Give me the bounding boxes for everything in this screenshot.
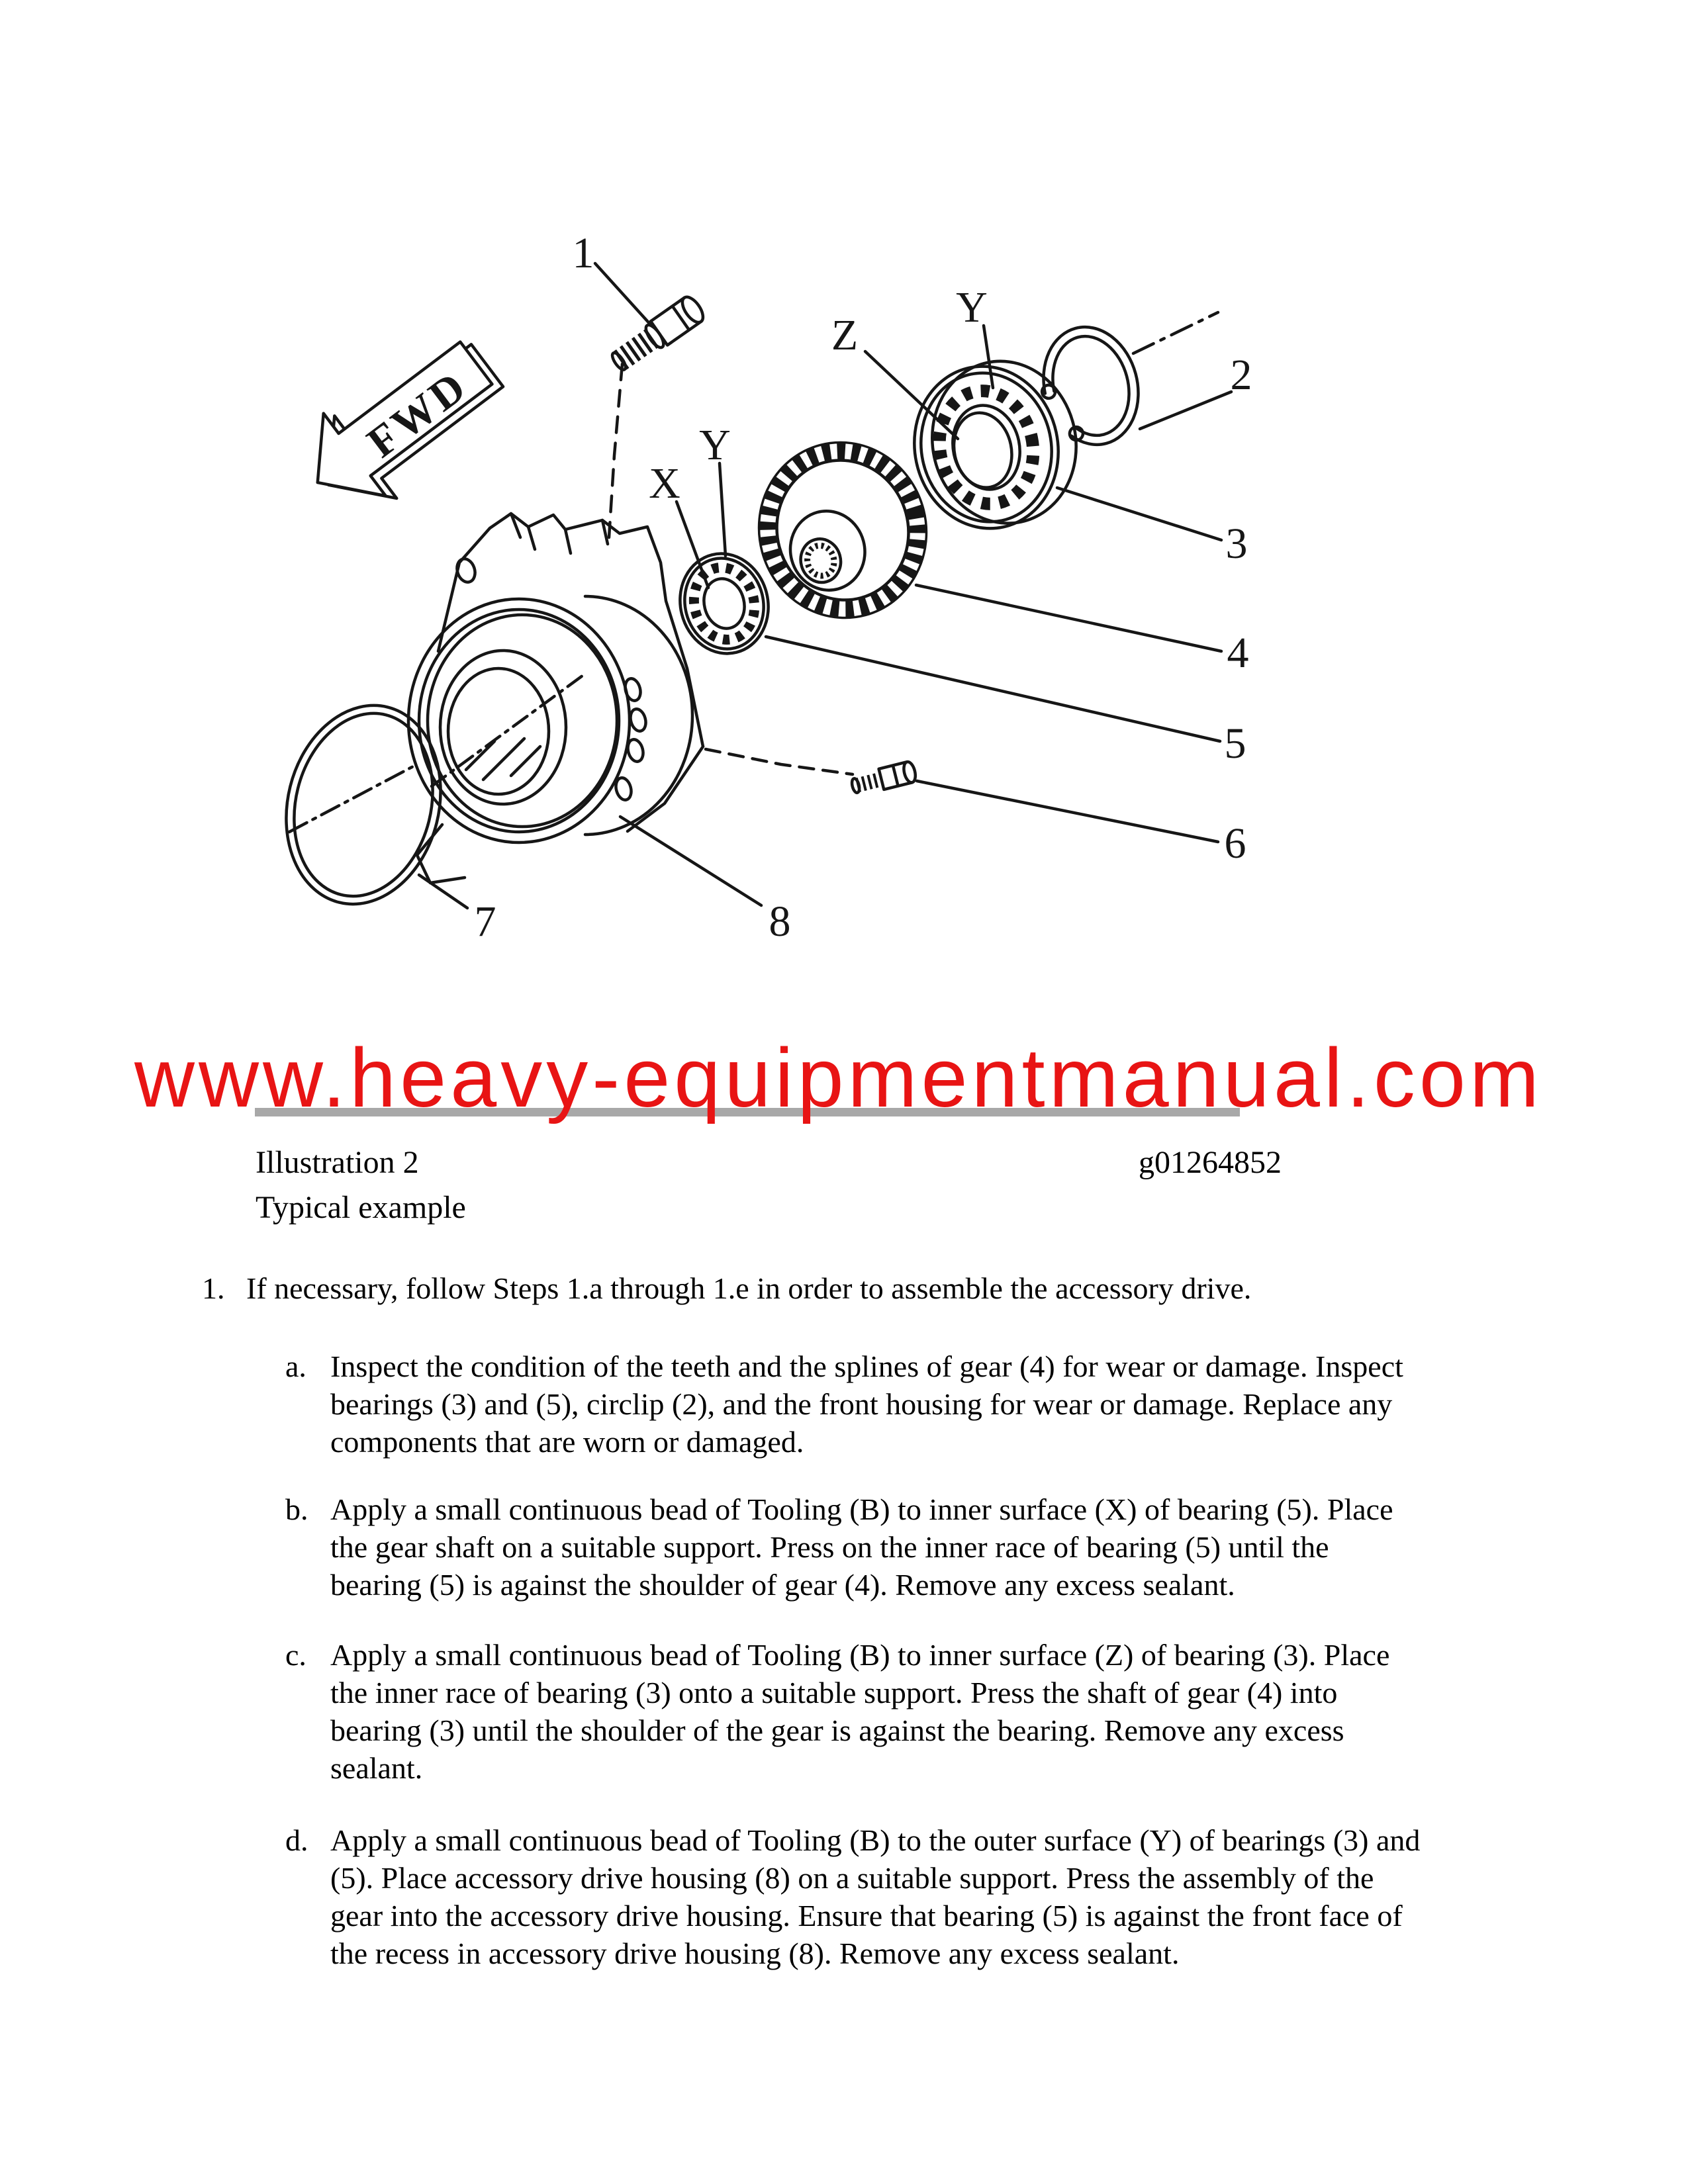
label-part-1: 1	[572, 229, 594, 277]
text-line: the recess in accessory drive housing (8). Remove any excess sealant.	[330, 1936, 1180, 1970]
label-part-2: 2	[1230, 351, 1252, 399]
text-line: (5). Place accessory drive housing (8) on a suitable support. Press the assembly of the	[330, 1861, 1374, 1895]
step-1-number: 1.	[202, 1271, 225, 1305]
leader-5	[766, 637, 1220, 741]
label-surface-x: X	[649, 459, 680, 508]
text-line: Inspect the condition of the teeth and the splines of gear (4) for wear or damage. Inspect	[330, 1349, 1403, 1383]
text-line: the gear shaft on a suitable support. Press on the inner race of bearing (5) until the	[330, 1530, 1329, 1564]
label-part-7: 7	[474, 897, 496, 946]
leader-6	[917, 781, 1218, 842]
label-part-8: 8	[769, 897, 791, 946]
substep-a	[285, 1347, 1403, 1461]
label-surface-y-front: Y	[699, 421, 731, 469]
text-line: gear into the accessory drive housing. Ensure that bearing (5) is against the front face of	[330, 1899, 1403, 1933]
substep-d	[285, 1821, 1420, 1972]
o-ring-7	[266, 689, 461, 921]
text-line: bearings (3) and (5), circlip (2), and the front housing for wear or damage. Replace any	[330, 1387, 1393, 1421]
figure-id: g01264852	[1139, 1145, 1282, 1180]
leader-lines	[419, 263, 1231, 908]
text-line: the inner race of bearing (3) onto a suitable support. Press the shaft of gear (4) into	[330, 1676, 1338, 1709]
circlip-2	[1028, 316, 1151, 456]
leader-8	[620, 817, 761, 905]
label-surface-z: Z	[831, 311, 859, 359]
text-line: Apply a small continuous bead of Tooling (B) to inner surface (X) of bearing (5). Place	[330, 1492, 1393, 1526]
step-1-text: If necessary, follow Steps 1.a through 1.e in order to assemble the accessory drive.	[246, 1271, 1252, 1305]
fwd-arrow	[287, 318, 518, 531]
text-line: sealant.	[330, 1751, 423, 1785]
housing-8	[408, 514, 703, 883]
figure-subcaption: Typical example	[256, 1190, 466, 1225]
fwd-label: FWD	[358, 361, 477, 467]
leader-1	[595, 263, 652, 326]
text-line: components that are worn or damaged.	[330, 1425, 804, 1459]
label-part-6: 6	[1224, 819, 1246, 868]
figure-caption: Illustration 2	[256, 1145, 419, 1180]
bearing-5	[670, 544, 779, 662]
label-part-4: 4	[1227, 629, 1249, 677]
label-surface-y-rear: Y	[956, 283, 988, 332]
part-number-labels	[475, 229, 1252, 946]
exploded-view-illustration	[0, 0, 1688, 1032]
step-1	[202, 1269, 1251, 1307]
substep-c	[285, 1636, 1389, 1787]
substep-a-letter: a.	[285, 1349, 306, 1383]
watermark-text: www.heavy-equipmentmanual.com	[134, 1031, 1543, 1124]
text-line: bearing (5) is against the shoulder of gear (4). Remove any excess sealant.	[330, 1568, 1235, 1602]
substep-b	[285, 1490, 1393, 1604]
bearing-3	[899, 347, 1091, 541]
substep-b-letter: b.	[285, 1492, 308, 1526]
leader-2	[1140, 392, 1231, 429]
text-line: Apply a small continuous bead of Tooling (B) to the outer surface (Y) of bearings (3) and	[330, 1823, 1421, 1857]
leader-4	[916, 585, 1221, 651]
text-line: Apply a small continuous bead of Tooling (B) to inner surface (Z) of bearing (3). Place	[330, 1638, 1390, 1672]
bolt-6	[850, 760, 917, 797]
leader-y-rear	[984, 326, 993, 388]
label-part-3: 3	[1225, 520, 1248, 568]
leader-3	[1057, 488, 1221, 540]
leader-y-front	[720, 463, 726, 556]
substep-d-letter: d.	[285, 1823, 308, 1857]
substep-c-letter: c.	[285, 1638, 306, 1672]
text-line: bearing (3) until the shoulder of the gear is against the bearing. Remove any excess	[330, 1713, 1344, 1747]
label-part-5: 5	[1224, 719, 1246, 768]
